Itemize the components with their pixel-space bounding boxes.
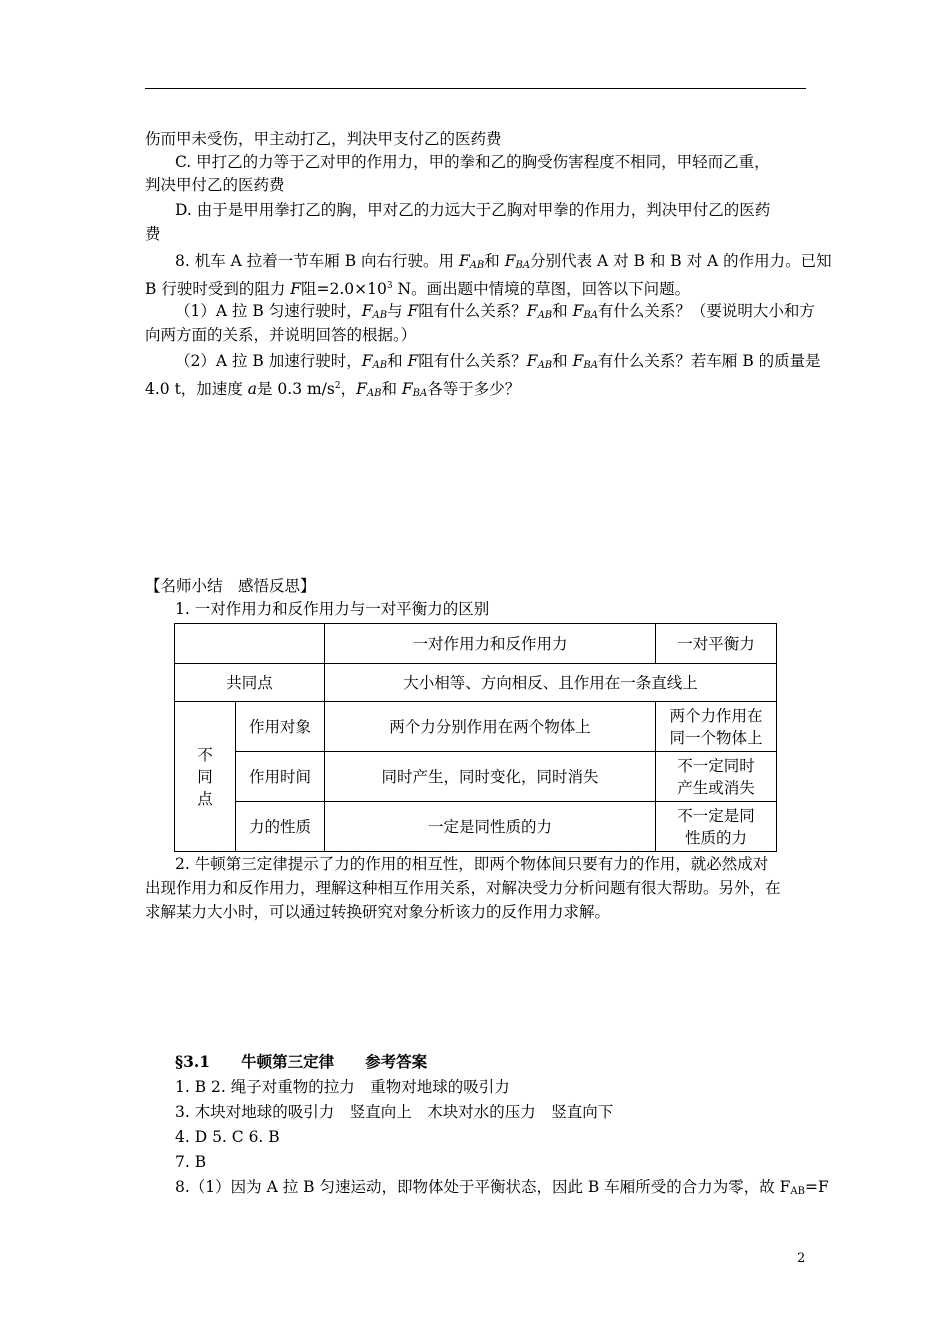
force-symbol: F <box>401 380 413 398</box>
balance-cell <box>656 802 777 852</box>
acceleration-symbol: a <box>247 380 257 398</box>
header-rule <box>145 88 806 89</box>
subscript: AB <box>372 310 388 321</box>
force-symbol: F <box>572 302 584 320</box>
summary-item2-line1: 2. 牛顿第三定律提示了力的作用的相互性，即两个物体间只要有力的作用，就必然成对 <box>175 855 769 873</box>
balance-line: 性质的力 <box>684 828 747 847</box>
answer-8-text: 8.（1）因为 A 拉 B 匀速运动，即物体处于平衡状态，因此 B 车厢所受的合力为零，故 F <box>175 1178 791 1196</box>
force-symbol: F <box>526 302 538 320</box>
q8-text: N。画出题中情境的草图，回答以下问题。 <box>392 280 691 298</box>
superscript: 3 <box>386 281 393 291</box>
balance-cell <box>656 702 777 752</box>
option-b-continuation: 伤而甲未受伤，甲主动打乙，判决甲支付乙的医药费 <box>145 130 502 148</box>
row-label-common: 共同点 <box>175 664 325 702</box>
table-header-row <box>175 624 777 664</box>
summary-item2-line3: 求解某力大小时，可以通过转换研究对象分析该力的反作用力求解。 <box>145 903 611 921</box>
q8-text: 有什么关系？若车厢 B 的质量是 <box>597 352 821 370</box>
subscript: BA <box>515 260 531 271</box>
answer-4-6: 4. D 5. C 6. B <box>175 1128 280 1146</box>
aspect-cell: 力的性质 <box>236 802 325 852</box>
force-symbol: F <box>526 352 538 370</box>
aspect-cell: 作用对象 <box>236 702 325 752</box>
subscript: AB <box>366 388 382 399</box>
answer-1-2: 1. B 2. 绳子对重物的拉力 重物对地球的吸引力 <box>175 1078 510 1096</box>
force-symbol: F <box>407 302 419 320</box>
subscript: AB <box>372 360 388 371</box>
force-symbol: F <box>572 352 584 370</box>
q8-text: 和 <box>552 352 573 370</box>
q8-text: 和 <box>381 380 402 398</box>
q8-text: 阻=2.0×10 <box>301 280 387 298</box>
table-row-common <box>175 664 777 702</box>
q8-text: 阻有什么关系？ <box>418 352 527 370</box>
force-symbol: F <box>290 280 302 298</box>
q8-part2-line2 <box>145 375 520 405</box>
subscript: AB <box>537 360 553 371</box>
q8-text: ， <box>340 380 357 398</box>
table-corner-cell <box>175 624 325 664</box>
q8-line1 <box>175 250 832 277</box>
q8-text: 和 <box>484 252 505 270</box>
diff-label-char: 点 <box>197 789 213 808</box>
summary-item1: 1. 一对作用力和反作用力与一对平衡力的区别 <box>175 600 490 618</box>
q8-text: （1）A 拉 B 匀速行驶时， <box>175 302 362 320</box>
subscript: BA <box>412 388 428 399</box>
q8-text: 与 <box>387 302 408 320</box>
summary-heading: 【名师小结 感悟反思】 <box>145 577 316 595</box>
force-symbol: F <box>356 380 367 398</box>
subscript: BA <box>583 360 598 371</box>
option-c-line2: 判决甲付乙的医药费 <box>145 176 285 194</box>
q8-text: 4.0 t，加速度 <box>145 380 248 398</box>
q8-text: 是 0.3 m/s <box>256 380 335 398</box>
page-number: 2 <box>797 1251 806 1266</box>
table-row <box>175 752 777 802</box>
answer-3: 3. 木块对地球的吸引力 竖直向上 木块对水的压力 竖直向下 <box>175 1103 614 1121</box>
action-cell: 两个力分别作用在两个物体上 <box>325 702 656 752</box>
answers-heading: §3.1 牛顿第三定律 参考答案 <box>175 1052 428 1071</box>
force-symbol: F <box>361 302 373 320</box>
subscript: AB <box>537 310 553 321</box>
q8-part1-line2: 向两方面的关系，并说明回答的根据。） <box>145 326 417 344</box>
q8-text: 和 <box>387 352 408 370</box>
summary-item2-line2: 出现作用力和反作用力，理解这种相互作用关系，对解决受力分析问题有很大帮助。另外，在 <box>145 879 781 897</box>
answer-8-text: =F <box>804 1178 829 1196</box>
diff-label-char: 不 <box>197 745 213 764</box>
row-label-different <box>175 702 236 852</box>
option-c-line1: C. 甲打乙的力等于乙对甲的作用力，甲的拳和乙的胸受伤害程度不相同，甲轻而乙重， <box>175 153 770 171</box>
force-symbol: F <box>407 352 419 370</box>
option-d-line2: 费 <box>145 225 161 243</box>
option-d-line1: D. 由于是甲用拳打乙的胸，甲对乙的力远大于乙胸对甲拳的作用力，判决甲付乙的医药 <box>175 201 771 219</box>
aspect-cell: 作用时间 <box>236 752 325 802</box>
balance-line: 不一定是同 <box>677 806 755 825</box>
action-cell: 同时产生，同时变化，同时消失 <box>325 752 656 802</box>
balance-cell <box>656 752 777 802</box>
action-cell: 一定是同性质的力 <box>325 802 656 852</box>
answer-7: 7. B <box>175 1153 207 1171</box>
table-row <box>175 802 777 852</box>
balance-line: 同一个物体上 <box>669 728 763 747</box>
force-symbol: F <box>361 352 373 370</box>
col-header-action-reaction: 一对作用力和反作用力 <box>325 624 656 664</box>
answer-8 <box>175 1176 829 1203</box>
subscript: AB <box>469 260 485 271</box>
col-header-balanced-forces: 一对平衡力 <box>656 624 777 664</box>
force-symbol: F <box>458 252 470 270</box>
q8-text: 阻有什么关系？ <box>418 302 527 320</box>
q8-text: B 行驶时受到的阻力 <box>145 280 291 298</box>
q8-text: 8. 机车 A 拉着一节车厢 B 向右行驶。用 <box>175 252 459 270</box>
q8-text: 有什么关系？（要说明大小和方 <box>597 302 815 320</box>
force-symbol: F <box>504 252 516 270</box>
q8-text: 和 <box>552 302 573 320</box>
superscript: 2 <box>334 381 341 391</box>
balance-line: 不一定同时 <box>677 756 755 775</box>
q8-text: 分别代表 A 对 B 和 B 对 A 的作用力。已知 <box>530 252 832 270</box>
q8-text: 各等于多少？ <box>427 380 521 398</box>
table-row <box>175 702 777 752</box>
q8-part1-line1 <box>175 300 815 327</box>
common-value: 大小相等、方向相反、且作用在一条直线上 <box>325 664 777 702</box>
q8-part2-line1 <box>175 350 821 377</box>
comparison-table <box>174 623 777 852</box>
subscript: AB <box>790 1186 805 1197</box>
diff-label-char: 同 <box>197 767 213 786</box>
balance-line: 产生或消失 <box>677 778 755 797</box>
q8-text: （2）A 拉 B 加速行驶时， <box>175 352 362 370</box>
balance-line: 两个力作用在 <box>669 706 763 725</box>
subscript: BA <box>583 310 598 321</box>
q8-line2 <box>145 275 690 300</box>
